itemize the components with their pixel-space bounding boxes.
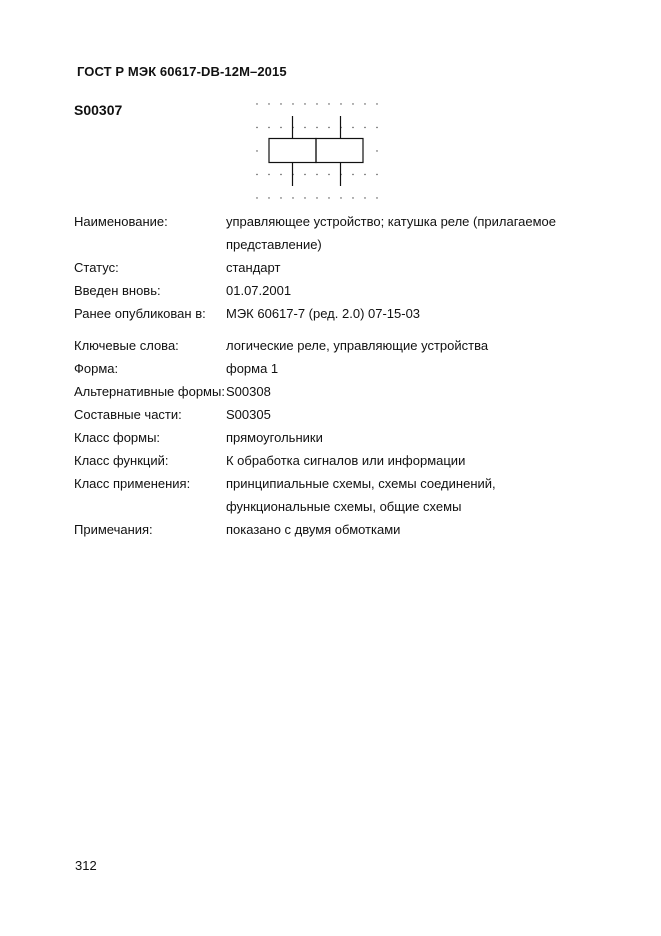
grid-dot: [316, 103, 317, 104]
grid-dot: [328, 174, 329, 175]
grid-dot: [268, 197, 269, 198]
grid-dot: [280, 197, 281, 198]
grid-dot: [256, 174, 257, 175]
property-label: Примечания:: [74, 522, 153, 537]
grid-dot: [376, 127, 377, 128]
grid-dot: [304, 127, 305, 128]
property-row-components: [74, 403, 594, 426]
property-label: Класс функций:: [74, 453, 169, 468]
grid-dot: [328, 103, 329, 104]
property-label: Ранее опубликован в:: [74, 306, 206, 321]
grid-dot: [376, 103, 377, 104]
property-value: форма 1: [226, 361, 279, 376]
grid-dot: [316, 174, 317, 175]
property-value: показано с двумя обмотками: [226, 522, 401, 537]
grid-dot: [304, 174, 305, 175]
property-value: принципиальные схемы, схемы соединений, функциональные схемы, общие схемы: [226, 476, 496, 514]
grid-dot: [280, 174, 281, 175]
grid-dot: [376, 197, 377, 198]
grid-dot: [316, 127, 317, 128]
grid-dot: [304, 197, 305, 198]
document-header: ГОСТ Р МЭК 60617-DB-12M–2015: [77, 64, 287, 79]
grid-dot: [292, 197, 293, 198]
property-row-function-class: [74, 449, 594, 472]
property-value: К обработка сигналов или информации: [226, 453, 466, 468]
property-value: управляющее устройство; катушка реле (прилагаемое представление): [226, 214, 557, 252]
grid-dot: [364, 174, 365, 175]
property-row-form: [74, 357, 594, 380]
property-label: Класс применения:: [74, 476, 191, 491]
grid-dot: [268, 174, 269, 175]
property-value: МЭК 60617-7 (ред. 2.0) 07-15-03: [226, 306, 421, 321]
grid-dot: [352, 174, 353, 175]
property-value: прямоугольники: [226, 430, 323, 445]
grid-dots: [256, 103, 377, 198]
grid-dot: [256, 150, 257, 151]
grid-dot: [352, 127, 353, 128]
grid-dot: [256, 197, 257, 198]
properties-table: [74, 210, 594, 541]
grid-dot: [280, 127, 281, 128]
property-row-name: [74, 210, 594, 256]
grid-dot: [268, 127, 269, 128]
grid-dot: [340, 103, 341, 104]
property-value: 01.07.2001: [226, 283, 292, 298]
grid-dot: [364, 197, 365, 198]
grid-dot: [256, 127, 257, 128]
coil-box-right: [316, 139, 363, 163]
property-value: логические реле, управляющие устройства: [226, 338, 489, 353]
grid-dot: [268, 103, 269, 104]
property-label: Наименование:: [74, 214, 168, 229]
page-number: 312: [75, 858, 97, 873]
property-row-alternative-forms: [74, 380, 594, 403]
property-row-application-class: [74, 472, 594, 518]
grid-dot: [352, 103, 353, 104]
property-row-form-class: [74, 426, 594, 449]
relay-coil-symbol-figure: [254, 101, 378, 201]
grid-dot: [292, 103, 293, 104]
grid-dot: [376, 150, 377, 151]
property-row-status: [74, 256, 594, 279]
property-value: S00308: [226, 384, 271, 399]
property-row-keywords: [74, 334, 594, 357]
grid-dot: [376, 174, 377, 175]
property-label: Составные части:: [74, 407, 182, 422]
grid-dot: [328, 197, 329, 198]
property-value: стандарт: [226, 260, 281, 275]
property-row-introduced: [74, 279, 594, 302]
property-label: Статус:: [74, 260, 119, 275]
grid-dot: [340, 197, 341, 198]
property-label: Класс формы:: [74, 430, 161, 445]
symbol-code: S00307: [74, 102, 123, 118]
grid-dot: [280, 103, 281, 104]
property-value: S00305: [226, 407, 271, 422]
grid-dot: [352, 197, 353, 198]
coil-box-left: [269, 139, 316, 163]
grid-dot: [364, 127, 365, 128]
property-label: Форма:: [74, 361, 119, 376]
grid-dot: [316, 197, 317, 198]
grid-dot: [304, 103, 305, 104]
relay-coil-two-windings-icon: [254, 101, 378, 201]
grid-dot: [364, 103, 365, 104]
property-row-previously-published: [74, 302, 594, 325]
property-row-notes: [74, 518, 594, 541]
property-label: Ключевые слова:: [74, 338, 179, 353]
property-label: Альтернативные формы:: [74, 384, 225, 399]
property-label: Введен вновь:: [74, 283, 161, 298]
grid-dot: [328, 127, 329, 128]
grid-dot: [256, 103, 257, 104]
